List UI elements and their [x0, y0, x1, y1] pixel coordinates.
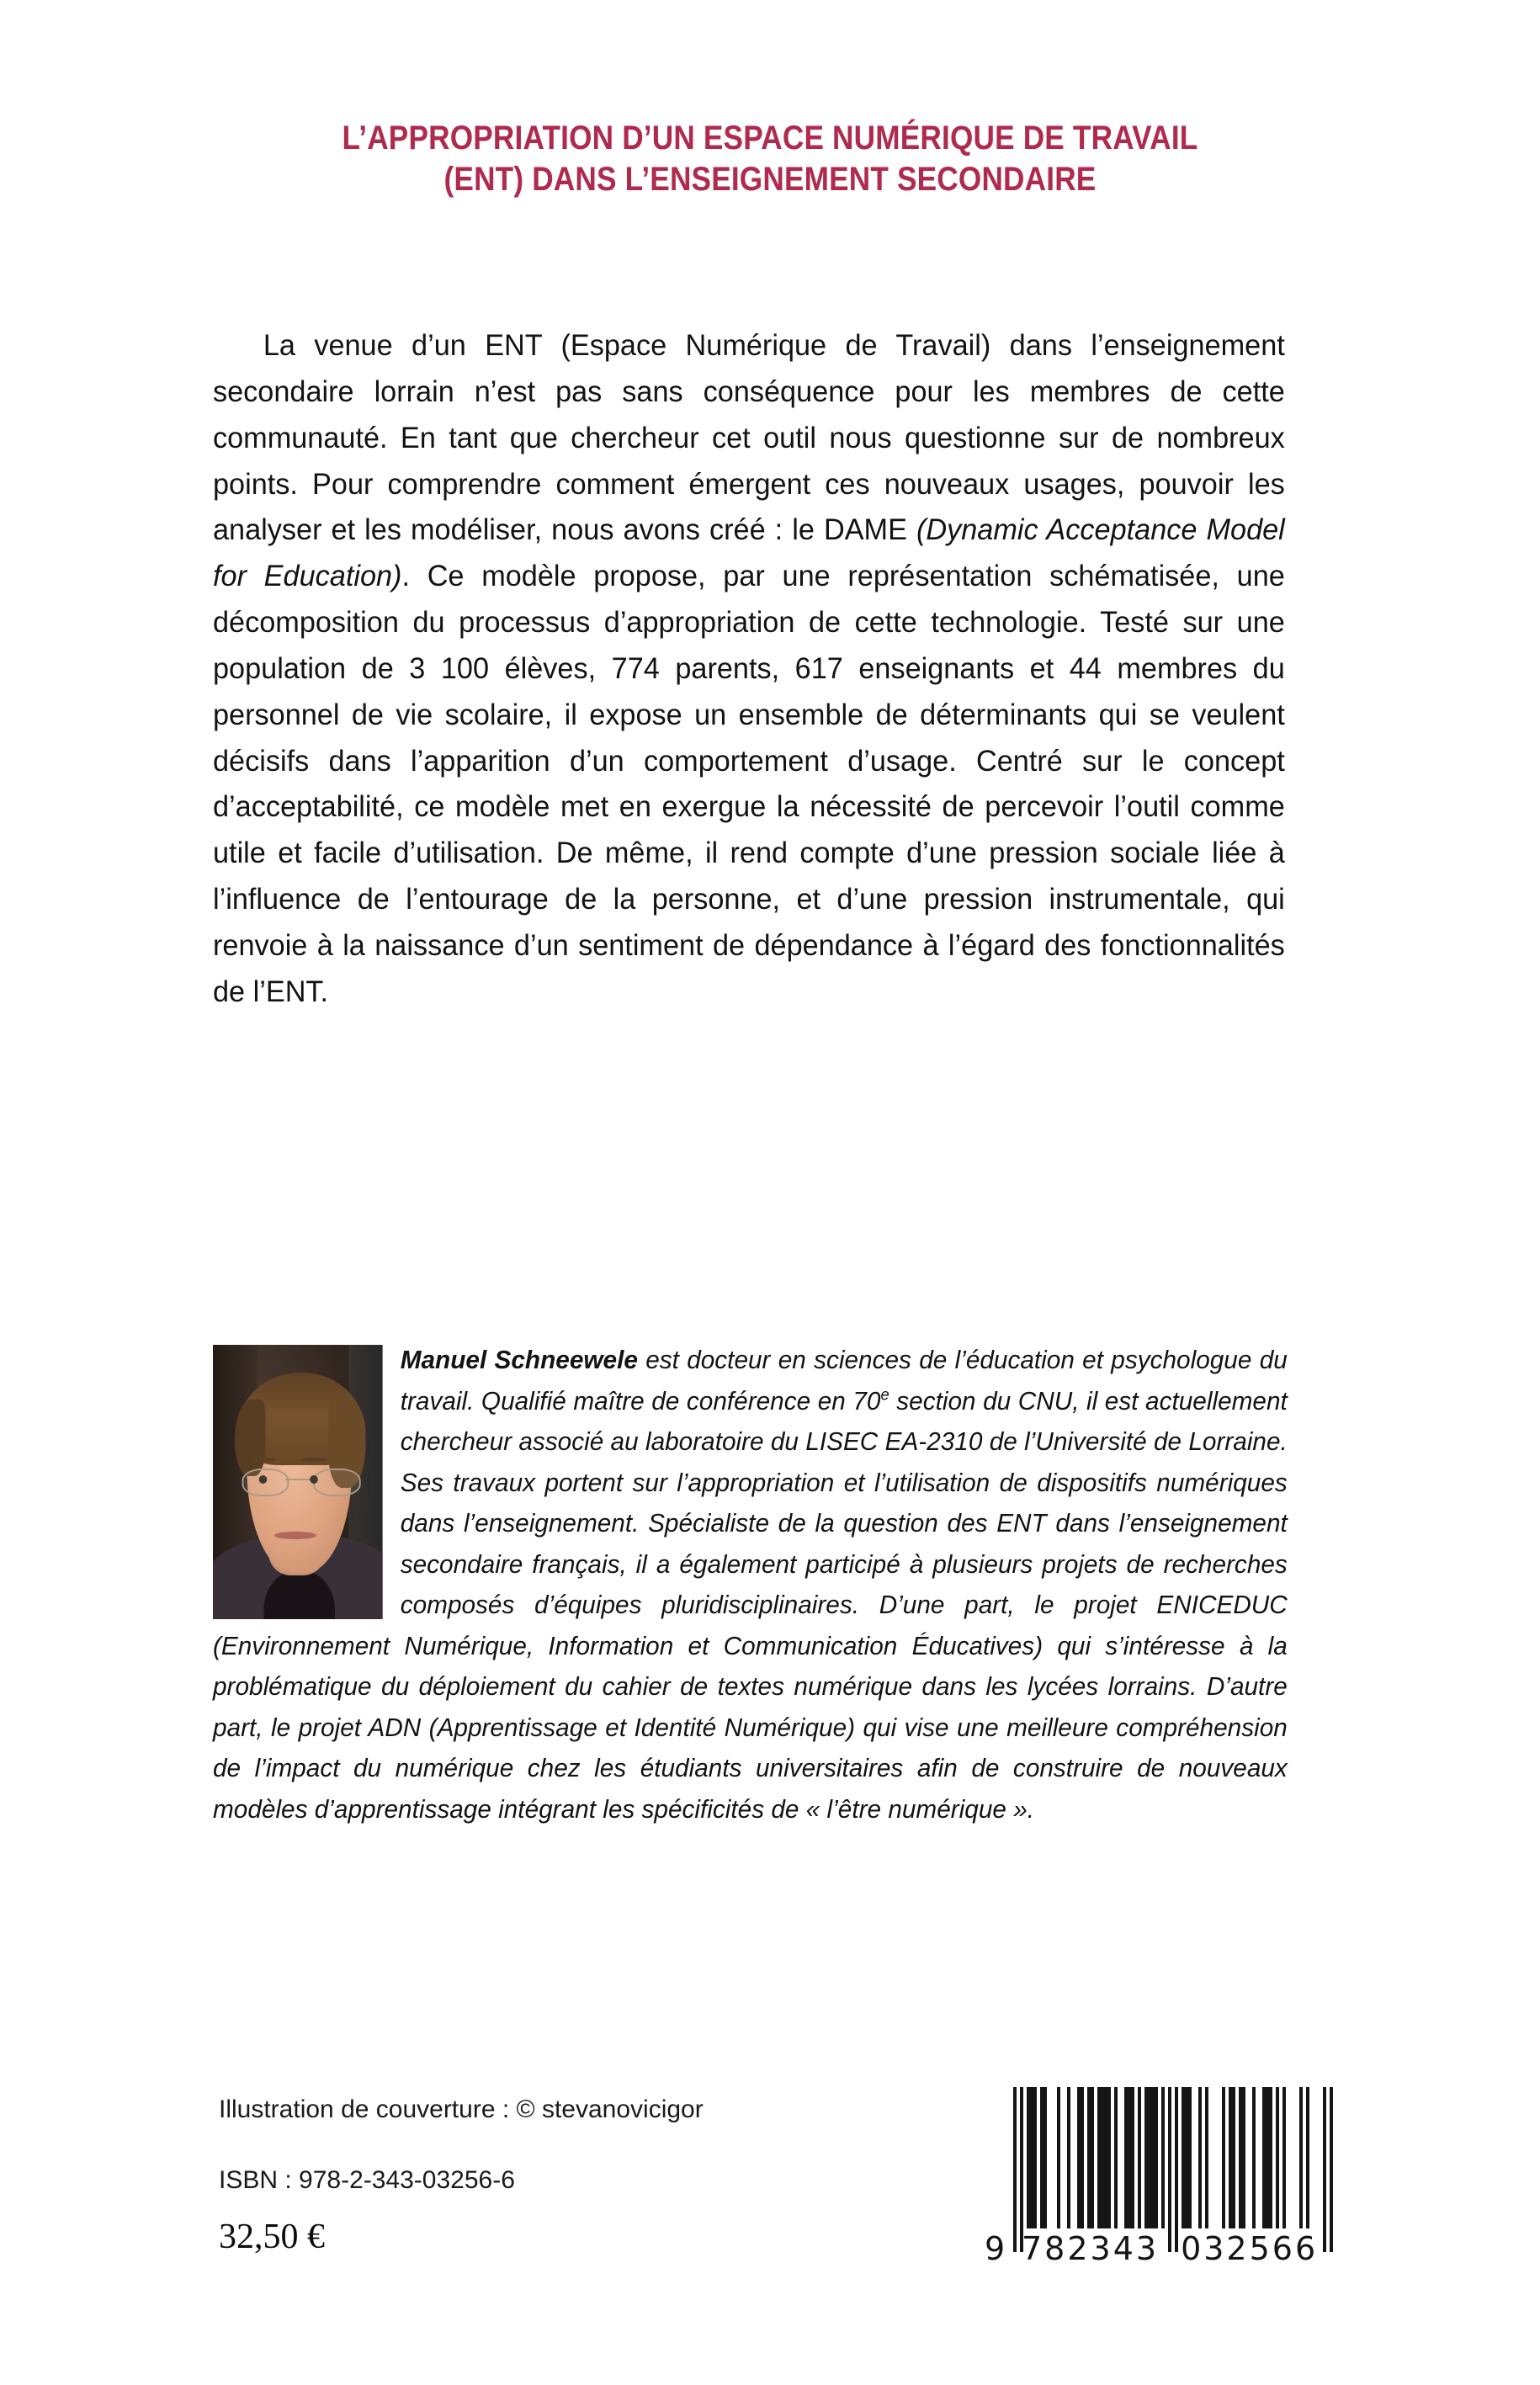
bio-section-superscript: e [880, 1386, 889, 1405]
cover-illustration-credit: Illustration de couverture : © stevanovicigor [219, 2096, 704, 2123]
barcode-bar [1060, 2087, 1067, 2228]
barcode-bar [1087, 2087, 1094, 2228]
blurb-part-1: La venue d’un ENT (Espace Numérique de Travail) dans l’enseignement secondaire lorrain n’est pas sans conséquence pour les membres de cette communauté. En tant que chercheur cet outil nous questionne sur de nombreux points. Pour comprendre comment émergent ces nouveaux usages, pouvoir les analyser et les modéliser, nous avons créé : le DAME [213, 328, 1285, 547]
book-blurb [213, 322, 1285, 1015]
barcode-bar [1182, 2087, 1192, 2228]
isbn-text: ISBN : 978-2-343-03256-6 [219, 2166, 515, 2194]
barcode-bar [1245, 2087, 1252, 2228]
barcode-bar [1239, 2087, 1245, 2228]
blurb-model-name-italic: (Dynamic Acceptance Model for Education) [213, 513, 1285, 593]
bio-text-before-superscript: est docteur en sciences de l’éducation et psychologue du travail. Qualifié maître de conférence en 70 [400, 1345, 1288, 1416]
barcode-bar [1309, 2087, 1323, 2228]
barcode-bar [1047, 2087, 1057, 2228]
barcode-bar [1124, 2087, 1134, 2228]
photo-lens-right [313, 1469, 360, 1496]
barcode-bar [1144, 2087, 1158, 2228]
barcode-bar [1077, 2087, 1084, 2228]
author-portrait-photo [213, 1345, 383, 1619]
photo-eyebrow-left [250, 1458, 275, 1462]
barcode-bar [1070, 2087, 1077, 2228]
barcode-lead-digit: 9 [985, 2230, 1006, 2267]
ean13-barcode [985, 2087, 1346, 2267]
title-line-2: (ENT) DANS L’ENSEIGNEMENT SECONDAIRE [443, 160, 1097, 198]
footer-info [219, 2096, 909, 2257]
barcode-bar [1208, 2087, 1222, 2228]
barcode-bars [1013, 2087, 1346, 2252]
price-text: 32,50 € [219, 2218, 325, 2256]
barcode-group-1: 782343 [1022, 2230, 1160, 2267]
barcode-group-2: 032566 [1181, 2230, 1319, 2267]
barcode-bar [1330, 2087, 1333, 2252]
barcode-bar [1027, 2087, 1037, 2228]
page-title [126, 118, 1414, 200]
bio-text-after-superscript: section du CNU, il est actuellement chercheur associé au laboratoire du LISEC EA-2310 de l’Université de Lorraine. Ses travaux portent sur l’appropriation et l’utilisation de dispositifs numériques dans l’enseignement. Spécialiste de la question des ENT dans l’enseignement secondaire français, il a également participé à plusieurs projets de recherches composés d’équipes pluridisciplinaires. D’une part, le projet ENICEDUC (Environnement Numérique, Information et Communication Éducatives) qui s’intéresse à la problématique du déploiement du cahier de textes numérique dans les lycées lorrains. D’autre part, le projet ADN (Apprentissage et Identité Numérique) qui vise une meilleure compréhension de l’impact du numérique chez les étudiants universitaires afin de construire de nouveaux modèles d’apprentissage intégrant les spécificités de « l’être numérique ». [213, 1385, 1288, 1824]
barcode-bar [1097, 2087, 1111, 2228]
barcode-bar [1286, 2087, 1299, 2228]
blurb-part-2: . Ce modèle propose, par une représentation schématisée, une décomposition du processus d’appropriation de cette technologie. Testé sur une population de 3 100 élèves, 774 parents, 617 enseignants et 44 membres du personnel de vie scolaire, il expose un ensemble de déterminants qui se veulent décisifs dans l’apparition d’un comportement d’usage. Centré sur le concept d’acceptabilité, ce modèle met en exergue la nécessité de percevoir l’outil comme utile et facile d’utilisation. De même, il rend compte d’une pression sociale liée à l’influence de l’entourage de la personne, et d’une pression instrumentale, qui renvoie à la naissance d’un sentiment de dépendance à l’égard des fonctionnalités de l’ENT. [213, 559, 1285, 1008]
barcode-digits [985, 2230, 1346, 2267]
barcode-bar [1262, 2087, 1272, 2228]
title-line-1: L’APPROPRIATION D’UN ESPACE NUMÉRIQUE DE TRAVAIL [342, 120, 1198, 157]
photo-hair-left [235, 1400, 265, 1476]
barcode-bar [1118, 2087, 1124, 2228]
photo-eyebrow-right [301, 1458, 327, 1462]
author-name: Manuel Schneewele [400, 1345, 638, 1374]
barcode-bar [1040, 2087, 1047, 2228]
barcode-bar [1192, 2087, 1198, 2228]
barcode-bar [1256, 2087, 1262, 2228]
author-bio [213, 1340, 1288, 1830]
barcode-bar [1229, 2087, 1235, 2228]
